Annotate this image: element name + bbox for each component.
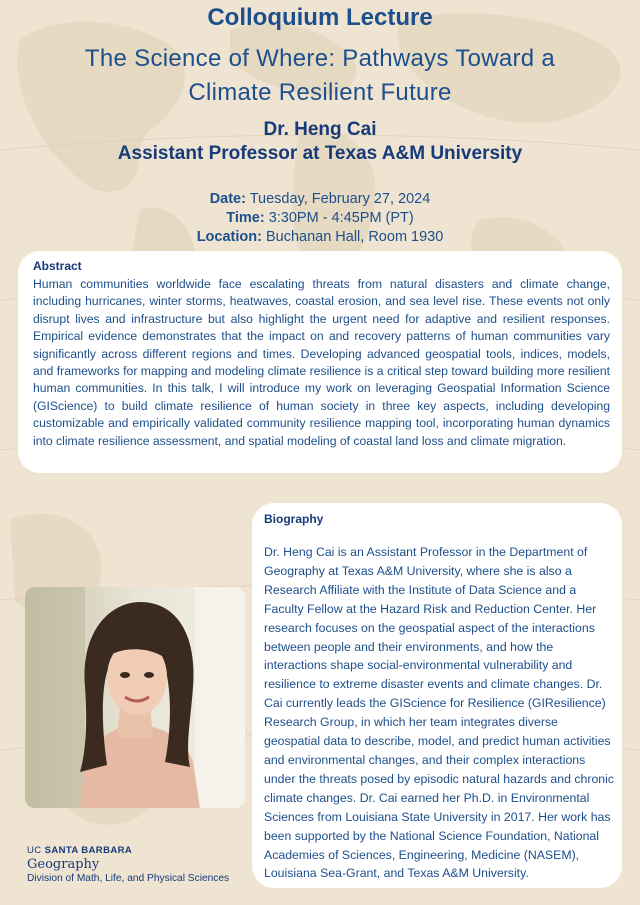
speaker-photo [25, 587, 245, 808]
date-value: Tuesday, February 27, 2024 [249, 191, 431, 207]
speaker-block [0, 118, 640, 166]
location-value: Buchanan Hall, Room 1930 [265, 229, 444, 245]
logo-uc: UC [27, 845, 42, 856]
date-row [0, 190, 640, 209]
speaker-position: Assistant Professor at Texas A&M University [117, 143, 523, 164]
date-label: Date: [209, 191, 246, 207]
ucsb-geography-logo [27, 845, 229, 884]
abstract-heading: Abstract [33, 259, 82, 273]
location-row [0, 228, 640, 247]
time-value: 3:30PM - 4:45PM (PT) [268, 210, 414, 226]
biography-text: Dr. Heng Cai is an Assistant Professor in the Department of Geography at Texas A&M University, where she is also a Research Affiliate with the Institute of Data Science and a Faculty Fellow at the Hazard Risk and Reduction Center. Her research focuses on the geospatial aspect of the interactions between people and their environments, and how the interactions shape social-environmental vulnerability and resilience to extreme disaster events and climate changes. Dr. Cai currently leads the GIScience for Resilience (GIResilience) Research Group, in which her team integrates diverse geospatial data to describe, model, and predict human activities and environmental changes, and their complex interactions under the threats posed by episodic natural hazards and chronic climate changes. Dr. Cai earned her Ph.D. in Environmental Sciences from Louisiana State University in 2017. Her work has been supported by the National Science Foundation, National Academies of Sciences, Engineering, Medicine (NASEM), Louisiana Sea-Grant, and Texas A&M University. [264, 545, 614, 881]
lecture-title-line-2: Climate Resilient Future [188, 79, 452, 106]
biography-heading: Biography [264, 512, 324, 526]
logo-university [27, 845, 229, 856]
logo-campus: SANTA BARBARA [44, 845, 133, 856]
logo-division: Division of Math, Life, and Physical Sciences [27, 873, 230, 884]
abstract-text: Human communities worldwide face escalating threats from natural disasters and climate change, including hurricanes, winter storms, heatwaves, coastal erosion, and sea level rise. These events not only disrupt lives and infrastructure but also highlight the urgent need for adaptive and resilient responses. Empirical evidence demonstrates that the impact on and recovery patterns of human communities vary significantly across different regions and times. Developing advanced geospatial tools, indices, models, and frameworks for mapping and modeling climate resilience is a critical step toward building more resilient human communities. In this talk, I will introduce my work on leveraging Geospatial Information Science (GIScience) to build climate resilience of human society in three key aspects, including developing customizable and empirically validated community resilience mapping tool, incorporating human dynamics into climate resilience assessment, and spatial modeling of coastal land loss and climate migration. [33, 277, 610, 448]
lecture-title-line-1: The Science of Where: Pathways Toward a [84, 45, 556, 72]
time-label: Time: [226, 210, 265, 226]
biography-card [252, 503, 622, 888]
location-label: Location: [196, 229, 262, 245]
time-row [0, 209, 640, 228]
logo-department: Geography [27, 857, 100, 872]
event-details [0, 190, 640, 247]
abstract-card [18, 251, 622, 473]
portrait-illustration [25, 587, 245, 808]
speaker-name: Dr. Heng Cai [263, 119, 377, 140]
event-heading: Colloquium Lecture [207, 4, 433, 31]
lecture-title [0, 42, 640, 110]
